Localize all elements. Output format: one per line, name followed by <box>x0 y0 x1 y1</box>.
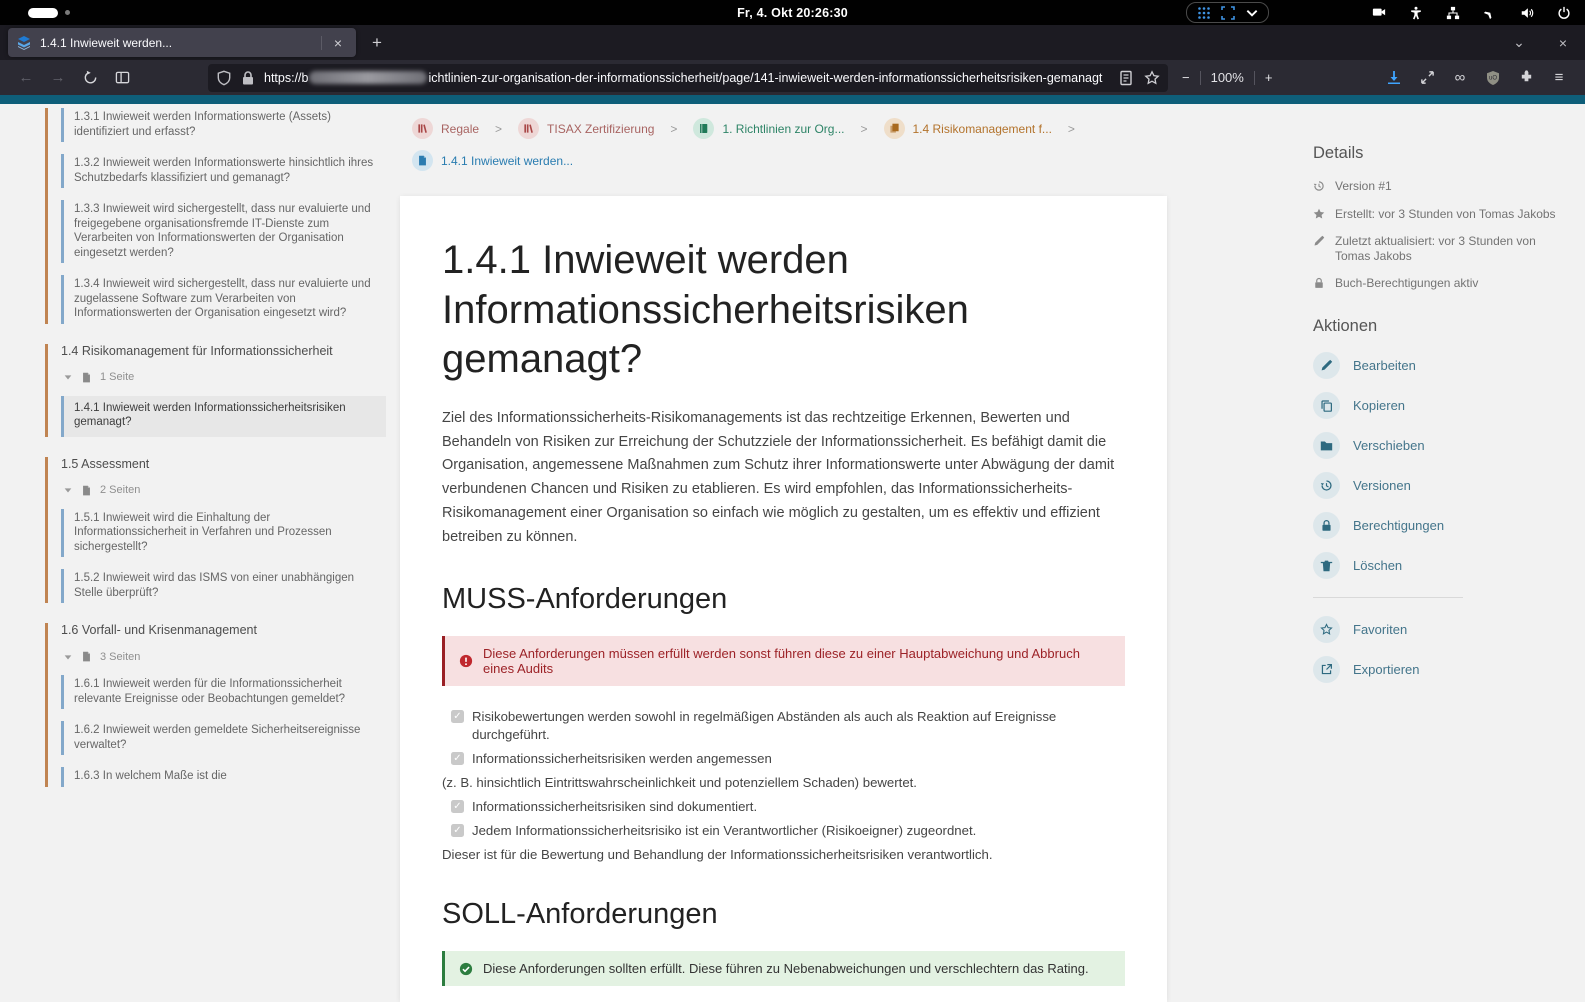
bookstack-favicon-icon <box>16 35 32 51</box>
url-bar[interactable] <box>208 64 1168 92</box>
book-icon <box>693 118 714 139</box>
star-outline-icon <box>1313 616 1340 643</box>
history-icon <box>1313 180 1325 192</box>
chapter-pages-toggle[interactable] <box>63 650 386 663</box>
tree-chapter-1-4 <box>45 344 386 437</box>
actions-divider <box>1313 597 1463 598</box>
caret-down-icon <box>63 485 73 495</box>
copy-button[interactable]: Kopieren <box>1313 392 1565 419</box>
browser-tab[interactable] <box>8 28 356 57</box>
zoom-controls <box>1182 70 1272 85</box>
page-file-icon <box>412 150 433 171</box>
tree-chapter-1-6 <box>45 623 386 787</box>
screen-capture-icon <box>1220 5 1235 20</box>
browser-toolbar <box>0 60 1585 95</box>
chevron-right-icon: > <box>495 121 503 136</box>
checkbox-checked[interactable]: ✓ <box>451 752 464 765</box>
zoom-in-button[interactable]: + <box>1264 70 1273 85</box>
tree-chapter-1-5 <box>45 457 386 604</box>
bookmark-star-icon[interactable] <box>1144 70 1160 86</box>
checklist-item-text: Informationssicherheitsrisiken werden angemessen <box>472 751 772 767</box>
detail-permissions: Buch-Berechtigungen aktiv <box>1313 276 1561 291</box>
exclamation-circle-icon <box>459 654 473 668</box>
chevron-down-icon <box>1244 5 1259 20</box>
page-sidebar <box>1167 104 1585 1002</box>
page-content-card <box>400 196 1167 1002</box>
checklist-item-text: (z. B. hinsichtlich Eintrittswahrscheinlichkeit und potenziellem Schaden) bewertet. <box>442 775 917 791</box>
sidebar-page-link[interactable]: 1.3.1 Inwieweit werden Informationswerte (Assets) identifiziert und erfasst? <box>61 108 386 142</box>
sidebar-page-link[interactable]: 1.5.1 Inwieweit wird die Einhaltung der Informationssicherheit in Verfahren und Prozessen sichergestellt? <box>61 509 386 558</box>
requirements-checklist <box>442 708 1125 864</box>
error-callout: Diese Anforderungen müssen erfüllt werden sonst führen diese zu einer Hauptabweichung und Abbruch eines Audits <box>442 636 1125 686</box>
window-close-icon[interactable]: × <box>1558 34 1567 51</box>
export-icon <box>1313 656 1340 683</box>
sidebar-page-link[interactable]: 1.6.2 Inwieweit werden gemeldete Sicherheitsereignisse verwaltet? <box>61 721 386 755</box>
network-tree-icon[interactable] <box>1445 5 1460 20</box>
tracking-shield-icon[interactable] <box>216 70 232 86</box>
sidebar-page-link[interactable]: 1.6.1 Inwieweit werden für die Informationssicherheit relevante Ereignisse oder Beobachtungen gemeldet? <box>61 675 386 709</box>
page-file-icon <box>81 650 92 663</box>
lock-icon <box>1313 512 1340 539</box>
url-text: https://b ichtlinien-zur-organisation-der-informationssicherheit/page/141-inwieweit-werden-informationssicherheitsrisiken-gemanagt <box>264 70 1103 85</box>
actions-block <box>1313 317 1565 683</box>
extensions-icon[interactable] <box>1518 70 1534 86</box>
list-all-tabs-icon[interactable]: ⌄ <box>1513 34 1525 50</box>
chevron-right-icon: > <box>670 121 678 136</box>
sidebar-page-link[interactable]: 1.3.2 Inwieweit werden Informationswerte hinsichtlich ihres Schutzbedarfs klassifiziert und gemanagt? <box>61 154 386 188</box>
move-button[interactable]: Verschieben <box>1313 432 1565 459</box>
chevron-right-icon: > <box>1067 121 1075 136</box>
export-button[interactable]: Exportieren <box>1313 656 1565 683</box>
detail-created: Erstellt: vor 3 Stunden von Tomas Jakobs <box>1313 207 1561 222</box>
airplane-icon[interactable] <box>1482 5 1497 20</box>
breadcrumb-chapter[interactable]: 1.4 Risikomanagement f... <box>884 118 1052 139</box>
infinity-extension-icon[interactable]: ∞ <box>1454 69 1466 86</box>
browser-tab-bar <box>0 25 1585 60</box>
checkbox-checked[interactable]: ✓ <box>451 710 464 723</box>
accessibility-icon[interactable] <box>1408 5 1423 20</box>
forward-button[interactable]: → <box>50 69 66 86</box>
tab-title: 1.4.1 Inwieweit werden... <box>40 35 173 50</box>
edit-button[interactable]: Bearbeiten <box>1313 352 1565 379</box>
bookstack-header-edge <box>0 95 1585 104</box>
details-block <box>1313 144 1565 291</box>
pencil-icon <box>1313 235 1325 247</box>
downloads-icon[interactable] <box>1386 70 1402 86</box>
chapter-pages-toggle[interactable] <box>63 484 386 497</box>
tile-grid-icon <box>1196 5 1211 20</box>
ublock-icon[interactable] <box>1485 70 1501 86</box>
shelf-icon <box>412 118 433 139</box>
sidebar-chapter-link[interactable]: 1.5 Assessment <box>61 456 150 471</box>
split-view-button[interactable] <box>109 65 135 91</box>
reload-button[interactable] <box>77 65 103 91</box>
copy-icon <box>1313 392 1340 419</box>
star-icon <box>1313 208 1325 220</box>
caret-down-icon <box>63 372 73 382</box>
details-heading: Details <box>1313 144 1364 162</box>
back-button[interactable]: ← <box>18 69 34 86</box>
checklist-item-text: Risikobewertungen werden sowohl in regelmäßigen Abständen als auch als Reaktion auf Ereignisse durchgeführt. <box>472 709 1057 743</box>
delete-button[interactable]: Löschen <box>1313 552 1565 579</box>
folder-icon <box>1313 432 1340 459</box>
sidebar-chapter-link[interactable]: 1.6 Vorfall- und Krisenmanagement <box>61 623 257 637</box>
trash-icon <box>1313 552 1340 579</box>
tab-close-icon[interactable]: × <box>333 34 343 51</box>
chapter-icon <box>884 118 905 139</box>
sidebar-page-link[interactable]: 1.3.3 Inwieweit wird sichergestellt, dass nur evaluierte und freigegebene organisationsfremde IT-Dienste zum Verarbeiten von Informationswerten der Organisation eingesetzt werden? <box>61 200 386 263</box>
system-tray <box>1186 2 1585 23</box>
page-count-label: 3 Seiten <box>100 650 141 663</box>
soll-heading: SOLL-Anforderungen <box>442 898 718 931</box>
breadcrumb-book[interactable]: 1. Richtlinien zur Org... <box>693 118 844 139</box>
url-redacted-segment <box>309 71 427 84</box>
volume-icon[interactable] <box>1519 5 1534 20</box>
breadcrumb-shelves[interactable]: Regale <box>412 118 479 139</box>
page-file-icon <box>81 484 92 497</box>
muss-heading: MUSS-Anforderungen <box>442 583 728 616</box>
breadcrumb <box>400 104 1167 182</box>
zoom-out-button[interactable]: − <box>1182 70 1190 85</box>
page-title: 1.4.1 Inwieweit werden Informationssicherheitsrisiken gemanagt? <box>442 238 969 382</box>
sidebar-page-link[interactable]: 1.3.4 Inwieweit wird sichergestellt, dass nur evaluierte und zugelassene Software zum Verarbeiten von Informationswerten der Organisation eingesetzt wird? <box>61 275 386 324</box>
page-body <box>0 104 1585 1002</box>
tree-chapter-1-3 <box>45 108 386 324</box>
history-icon <box>1313 472 1340 499</box>
workspace-indicator[interactable] <box>28 8 70 18</box>
menu-icon[interactable]: ≡ <box>1554 69 1564 86</box>
pencil-icon <box>1313 352 1340 379</box>
caret-down-icon <box>63 652 73 662</box>
fullscreen-icon[interactable] <box>1419 70 1435 86</box>
screen-indicator-group[interactable] <box>1186 2 1269 23</box>
workspace-pill-icon <box>28 8 58 18</box>
tab-separator <box>321 36 322 50</box>
sidebar-page-link[interactable]: 1.5.2 Inwieweit wird das ISMS von einer unabhängigen Stelle überprüft? <box>61 569 386 603</box>
page-count-label: 2 Seiten <box>100 484 141 496</box>
actions-heading: Aktionen <box>1313 316 1378 335</box>
checklist-item-text: Dieser ist für die Bewertung und Behandlung der Informationssicherheitsrisiken verantwortlich. <box>442 847 993 863</box>
checklist-item-text: Informationssicherheitsrisiken sind dokumentiert. <box>472 799 758 815</box>
detail-updated: Zuletzt aktualisiert: vor 3 Stunden von Tomas Jakobs <box>1313 234 1561 263</box>
lock-icon[interactable] <box>240 70 256 86</box>
power-icon[interactable] <box>1556 5 1571 20</box>
revisions-button[interactable]: Versionen <box>1313 472 1565 499</box>
sidebar-chapter-link[interactable]: 1.4 Risikomanagement für Informationssicherheit <box>61 343 333 358</box>
page-intro: Ziel des Informationssicherheits-Risikomanagements ist das rechtzeitige Erkennen, Bewerten und Behandeln von Risiken zur Erreichung der Schutzziele der Informationssicherheit. Es befähigt damit die Organisation, angemessene Maßnahmen zum Schutz ihrer Informationswerte unter Abwägung der damit verbundenen Chancen und Risiken zu etablieren. Es wird empfohlen, das Informationssicherheits-Risikomanagement einer Organisation so einfach wie möglich zu gestalten, um es effektiv und effizient betreiben zu können. <box>442 409 1115 545</box>
new-tab-button[interactable]: + <box>372 32 382 52</box>
screencast-icon[interactable] <box>1371 5 1386 20</box>
chevron-right-icon: > <box>860 121 868 136</box>
checkbox-checked[interactable]: ✓ <box>451 800 464 813</box>
checkbox-checked[interactable]: ✓ <box>451 824 464 837</box>
sidebar-page-link[interactable]: 1.6.3 In welchem Maße ist die <box>61 767 386 787</box>
breadcrumb-page[interactable]: 1.4.1 Inwieweit werden... <box>412 150 573 171</box>
checklist-item-text: Jedem Informationssicherheitsrisiko ist ein Verantwortlicher (Risikoeigner) zugeordnet. <box>472 823 977 839</box>
permissions-button[interactable]: Berechtigungen <box>1313 512 1565 539</box>
book-navigation-tree <box>0 104 400 1002</box>
workspace-dot-icon <box>65 10 70 15</box>
breadcrumb-shelf[interactable]: TISAX Zertifizierung <box>518 118 654 139</box>
sidebar-page-link-active[interactable]: 1.4.1 Inwieweit werden Informationssicherheitsrisiken gemanagt? <box>61 396 386 437</box>
detail-version[interactable]: Version #1 <box>1313 179 1561 194</box>
clock[interactable]: Fr, 4. Okt 20:26:30 <box>737 5 848 20</box>
zoom-level[interactable]: 100% <box>1210 70 1244 85</box>
lock-icon <box>1313 277 1325 289</box>
chapter-pages-toggle[interactable] <box>63 371 386 384</box>
shelf-icon <box>518 118 539 139</box>
success-callout: Diese Anforderungen sollten erfüllt. Diese führen zu Nebenabweichungen und verschlechtern das Rating. <box>442 951 1125 986</box>
reader-view-icon[interactable] <box>1118 70 1134 86</box>
main-content-column <box>400 104 1167 1002</box>
page-file-icon <box>81 371 92 384</box>
system-top-bar <box>0 0 1585 25</box>
favorite-button[interactable]: Favoriten <box>1313 616 1565 643</box>
check-circle-icon <box>459 962 473 976</box>
page-count-label: 1 Seite <box>100 371 135 383</box>
